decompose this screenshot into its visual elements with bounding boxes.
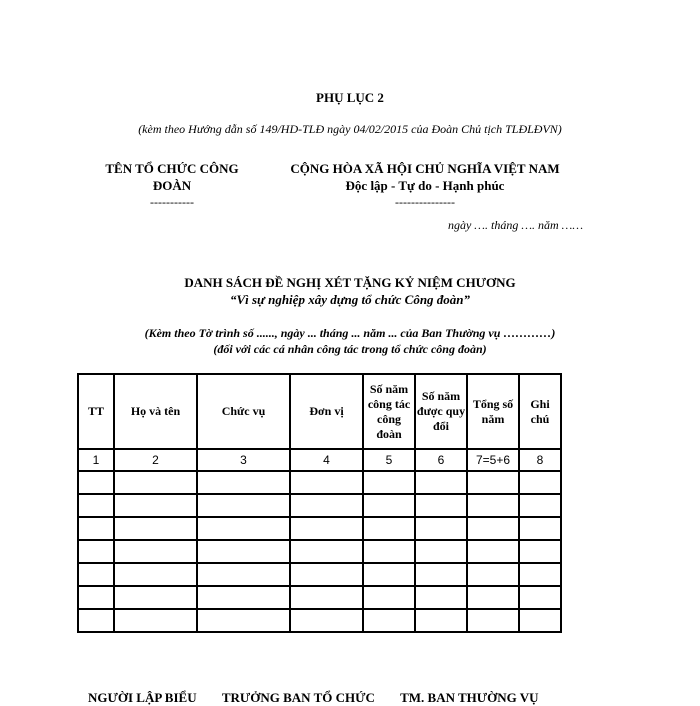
table-cell-empty xyxy=(197,494,290,517)
table-cell-empty xyxy=(415,517,467,540)
table-cell-empty xyxy=(290,586,363,609)
table-row xyxy=(78,494,561,517)
table-cell-empty xyxy=(467,517,519,540)
list-subtitle: “Vì sự nghiệp xây dựng tổ chức Công đoàn” xyxy=(229,292,471,307)
list-title-block xyxy=(0,274,700,308)
header-cell-unit: Đơn vị xyxy=(290,374,363,449)
table-cell-empty xyxy=(197,563,290,586)
table-cell-empty xyxy=(467,471,519,494)
table-cell-empty xyxy=(290,517,363,540)
column-number-cell: 4 xyxy=(290,449,363,471)
table-cell-empty xyxy=(114,471,197,494)
table-cell-empty xyxy=(363,471,415,494)
list-title: DANH SÁCH ĐỀ NGHỊ XÉT TẶNG KỶ NIỆM CHƯƠNG xyxy=(184,275,516,290)
appendix-title: PHỤ LỤC 2 xyxy=(316,90,384,105)
table-header-row xyxy=(78,374,561,449)
table-cell-empty xyxy=(78,563,114,586)
table-cell-empty xyxy=(467,563,519,586)
table-cell-empty xyxy=(197,517,290,540)
column-number-row xyxy=(78,449,561,471)
header-cell-converted-years: Số năm được quy đổi xyxy=(415,374,467,449)
signature-row xyxy=(88,690,568,706)
table-cell-empty xyxy=(467,609,519,632)
table-cell-empty xyxy=(363,586,415,609)
table-cell-empty xyxy=(78,494,114,517)
table-row xyxy=(78,609,561,632)
table-cell-empty xyxy=(114,494,197,517)
table-cell-empty xyxy=(114,563,197,586)
header-cell-full-name: Họ và tên xyxy=(114,374,197,449)
organization-divider: ----------- xyxy=(150,195,194,209)
signature-organization-head: TRƯỞNG BAN TỔ CHỨC xyxy=(221,690,375,705)
table-cell-empty xyxy=(197,609,290,632)
column-number-cell: 1 xyxy=(78,449,114,471)
table-cell-empty xyxy=(78,586,114,609)
table-cell-empty xyxy=(78,540,114,563)
table-cell-empty xyxy=(519,494,561,517)
date-line: ngày …. tháng …. năm …… xyxy=(447,218,583,232)
table-cell-empty xyxy=(197,586,290,609)
table-cell-empty xyxy=(363,563,415,586)
national-name: CỘNG HÒA XÃ HỘI CHỦ NGHĨA VIỆT NAM xyxy=(290,161,560,176)
table-cell-empty xyxy=(290,540,363,563)
table-cell-empty xyxy=(519,471,561,494)
table-cell-empty xyxy=(467,586,519,609)
organization-name-line-2: ĐOÀN xyxy=(152,178,192,193)
national-motto: Độc lập - Tự do - Hạnh phúc xyxy=(345,178,505,193)
national-divider: --------------- xyxy=(395,195,455,209)
table-cell-empty xyxy=(290,609,363,632)
table-cell-empty xyxy=(290,494,363,517)
table-cell-empty xyxy=(519,609,561,632)
table-cell-empty xyxy=(415,586,467,609)
table-cell-empty xyxy=(363,609,415,632)
award-nomination-table xyxy=(77,373,562,633)
table-row xyxy=(78,471,561,494)
table-cell-empty xyxy=(519,586,561,609)
table-cell-empty xyxy=(415,471,467,494)
column-number-cell: 7=5+6 xyxy=(467,449,519,471)
organization-name-line-1: TÊN TỔ CHỨC CÔNG xyxy=(105,161,239,176)
table-cell-empty xyxy=(78,471,114,494)
column-number-cell: 3 xyxy=(197,449,290,471)
table-cell-empty xyxy=(114,586,197,609)
column-number-cell: 6 xyxy=(415,449,467,471)
guide-reference-note: (kèm theo Hướng dẫn số 149/HD-TLĐ ngày 04/02/2015 của Đoàn Chủ tịch TLĐLĐVN) xyxy=(138,122,562,136)
header-cell-index: TT xyxy=(78,374,114,449)
table-cell-empty xyxy=(467,540,519,563)
list-note-block xyxy=(0,325,700,357)
signature-standing-committee: TM. BAN THƯỜNG VỤ xyxy=(400,690,539,705)
list-note-line-2: (đối với các cá nhân công tác trong tổ chức công đoàn) xyxy=(213,342,487,356)
table-cell-empty xyxy=(114,609,197,632)
table-cell-empty xyxy=(415,540,467,563)
table-cell-empty xyxy=(290,563,363,586)
list-note-line-1: (Kèm theo Tờ trình số ......, ngày ... tháng ... năm ... của Ban Thường vụ …………) xyxy=(144,326,556,340)
column-number-cell: 2 xyxy=(114,449,197,471)
table-cell-empty xyxy=(519,517,561,540)
table-cell-empty xyxy=(415,494,467,517)
table-row xyxy=(78,586,561,609)
header-cell-notes: Ghi chú xyxy=(519,374,561,449)
table-cell-empty xyxy=(197,471,290,494)
table-cell-empty xyxy=(290,471,363,494)
table-cell-empty xyxy=(114,517,197,540)
table-cell-empty xyxy=(78,609,114,632)
table-cell-empty xyxy=(197,540,290,563)
table-cell-empty xyxy=(114,540,197,563)
table-cell-empty xyxy=(415,609,467,632)
table-row xyxy=(78,517,561,540)
header-cell-position: Chức vụ xyxy=(197,374,290,449)
table-cell-empty xyxy=(415,563,467,586)
table-cell-empty xyxy=(78,517,114,540)
table-cell-empty xyxy=(363,517,415,540)
table-row xyxy=(78,563,561,586)
table-cell-empty xyxy=(363,494,415,517)
national-header xyxy=(270,160,580,208)
signature-preparer: NGƯỜI LẬP BIỂU xyxy=(88,690,197,705)
table-row xyxy=(78,540,561,563)
header-cell-union-years: Số năm công tác công đoàn xyxy=(363,374,415,449)
header-cell-total-years: Tổng số năm xyxy=(467,374,519,449)
column-number-cell: 5 xyxy=(363,449,415,471)
table-cell-empty xyxy=(519,540,561,563)
table-cell-empty xyxy=(467,494,519,517)
table-cell-empty xyxy=(519,563,561,586)
table-cell-empty xyxy=(363,540,415,563)
organization-header xyxy=(88,160,256,208)
column-number-cell: 8 xyxy=(519,449,561,471)
